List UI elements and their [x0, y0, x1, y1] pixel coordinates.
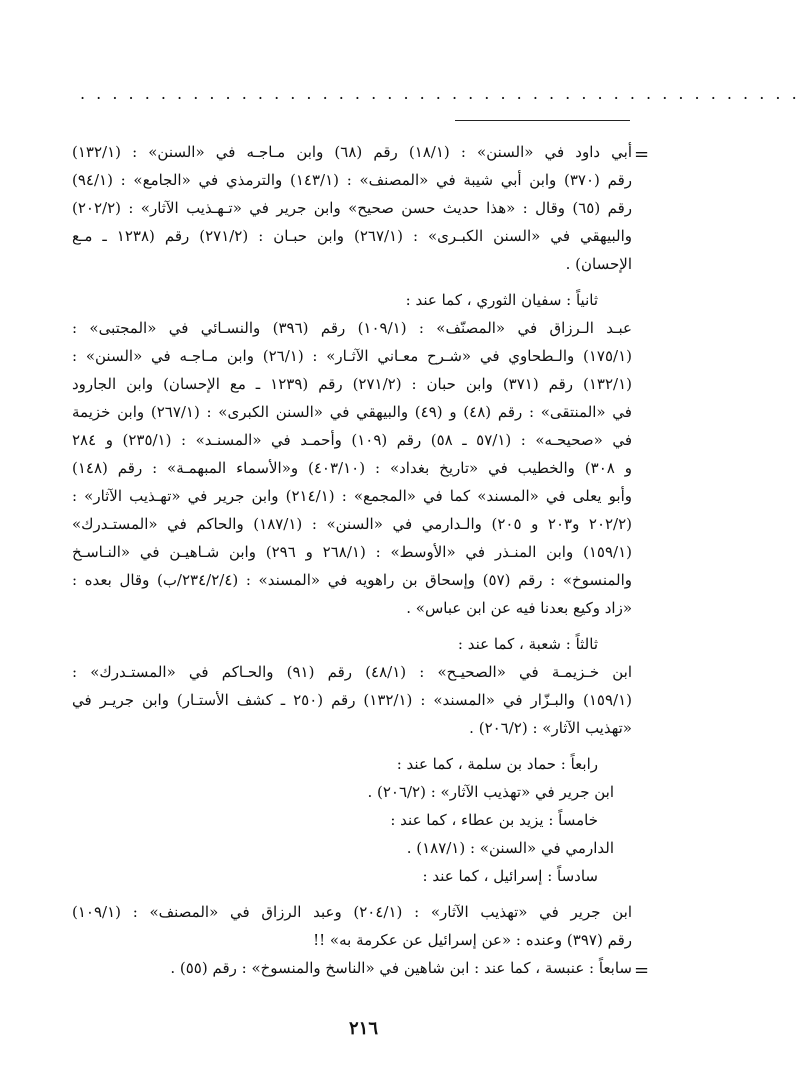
text-line: رقم (٦٥) وقال : «هذا حديث حسن صحيح» وابن جرير في «تـهـذيب الآثار» : (٢٠٢/٢) — [72, 199, 632, 217]
text-line: (٢٠٢/٢ و٢٠٣ و ٢٠٥) والـدارمي في «السنن» : (١٨٧/١) والحاكم في «المستـدرك» — [72, 515, 633, 533]
top-dotted-rule: . . . . . . . . . . . . . . . . . . . . . . . . . . . . . . . . . . . . . . . . . . . . . — [80, 84, 800, 103]
footnote-text — [72, 138, 632, 982]
text-line: (١٥٩/١) وابن المنـذر في «الأوسط» : (٢٦٨/١ و ٢٩٦) وابن شـاهيـن في «النـاسـخ — [72, 543, 632, 561]
text-line: «زاد وكيع بعدنا فيه عن ابن عباس» . — [406, 599, 632, 617]
text-line: ابن خـزيمـة في «الصحيـح» : (٤٨/١) رقم (٩١) والحـاكم في «المستـدرك» : — [72, 663, 633, 681]
text-line: (١٥٩/١) والبـزّار في «المسند» : (١٣٢/١) رقم (٢٥٠ ـ كشف الأستـار) وابن جريـر في — [72, 691, 632, 709]
text-line: ابن جرير في «تهذيب الآثار» : (٢٠٦/٢) . — [367, 783, 614, 801]
text-line: والبيهقي في «السنن الكبـرى» : (٢٦٧/١) وابن حبـان : (٢٧١/٢) رقم (١٢٣٨ ـ مـع — [72, 227, 633, 245]
text-line: خامساً : يزيد بن عطاء ، كما عند : — [390, 811, 598, 829]
text-line: والمنسوخ» : رقم (٥٧) وإسحاق بن راهويه في «المسند» : (٢٣٤/٢/٤/ب) وقال بعده : — [72, 571, 632, 589]
text-line: ابن جرير في «تهذيب الآثار» : (٢٠٤/١) وعبد الرزاق في «المصنف» : (١٠٩/١) — [72, 903, 632, 921]
text-line: رقم (٣٩٧) وعنده : «عن إسرائيل عن عكرمة به» !! — [313, 931, 632, 949]
text-line: ثانياً : سفيان الثوري ، كما عند : — [405, 291, 598, 309]
text-line: ثالثاً : شعبة ، كما عند : — [457, 635, 598, 653]
text-line: رقم (٣٧٠) وابن أبي شيبة في «المصنف» : (١٤٣/١) والترمذي في «الجامع» : (٩٤/١) — [72, 171, 632, 189]
text-line: أبي داود في «السنن» : (١٨/١) رقم (٦٨) وابن مـاجـه في «السنن» : (١٣٢/١) — [72, 143, 633, 161]
text-line: الدارمي في «السنن» : (١٨٧/١) . — [406, 839, 614, 857]
paragraph-gap — [72, 278, 632, 286]
text-line: الإحسان) . — [565, 255, 632, 273]
text-line: سابعاً : عنبسة ، كما عند : ابن شاهين في «الناسخ والمنسوخ» : رقم (٥٥) . — [170, 959, 632, 977]
paragraph-gap — [72, 890, 632, 898]
paragraph-gap — [72, 742, 632, 750]
paragraph-gap — [72, 622, 632, 630]
continuation-mark-bottom: = — [634, 960, 650, 981]
continuation-mark-top: = — [634, 144, 650, 165]
footnote-separator — [455, 120, 630, 121]
text-line: سادساً : إسرائيل ، كما عند : — [422, 867, 598, 885]
text-line: في «المنتقى» : رقم (٤٨) و (٤٩) والبيهقي في «السنن الكبرى» : (٢٦٧/١) وابن خزيمة — [72, 403, 632, 421]
text-line: رابعاً : حماد بن سلمة ، كما عند : — [396, 755, 598, 773]
text-line: في «صحيحـه» : (٥٧/١ ـ ٥٨) رقم (١٠٩) وأحمـد في «المسنـد» : (٢٣٥/١) و ٢٨٤ — [72, 431, 632, 449]
text-line: (١٧٥/١) والـطحاوي في «شـرح معـاني الآثـار» : (٢٦/١) وابن مـاجـه في «السنن» : — [72, 347, 632, 365]
text-line: وأبو يعلى في «المسند» كما في «المجمع» : (٢١٤/١) وابن جرير في «تهـذيب الآثار» : — [72, 487, 632, 505]
text-line: و ٣٠٨) والخطيب في «تاريخ بغداد» : (٤٠٣/١٠) و«الأسماء المبهمـة» : رقم (١٤٨) — [72, 459, 632, 477]
text-line: «تهذيب الآثار» : (٢٠٦/٢) . — [469, 719, 632, 737]
text-line: عبـد الـرزاق في «المصنّف» : (١٠٩/١) رقم (٣٩٦) والنسـائي في «المجتبى» : — [72, 319, 632, 337]
text-line: (١٣٢/١) رقم (٣٧١) وابن حبان : (٢٧١/٢) رقم (١٢٣٩ ـ مع الإحسان) وابن الجارود — [72, 375, 632, 393]
page-number: ٢١٦ — [348, 1018, 378, 1039]
